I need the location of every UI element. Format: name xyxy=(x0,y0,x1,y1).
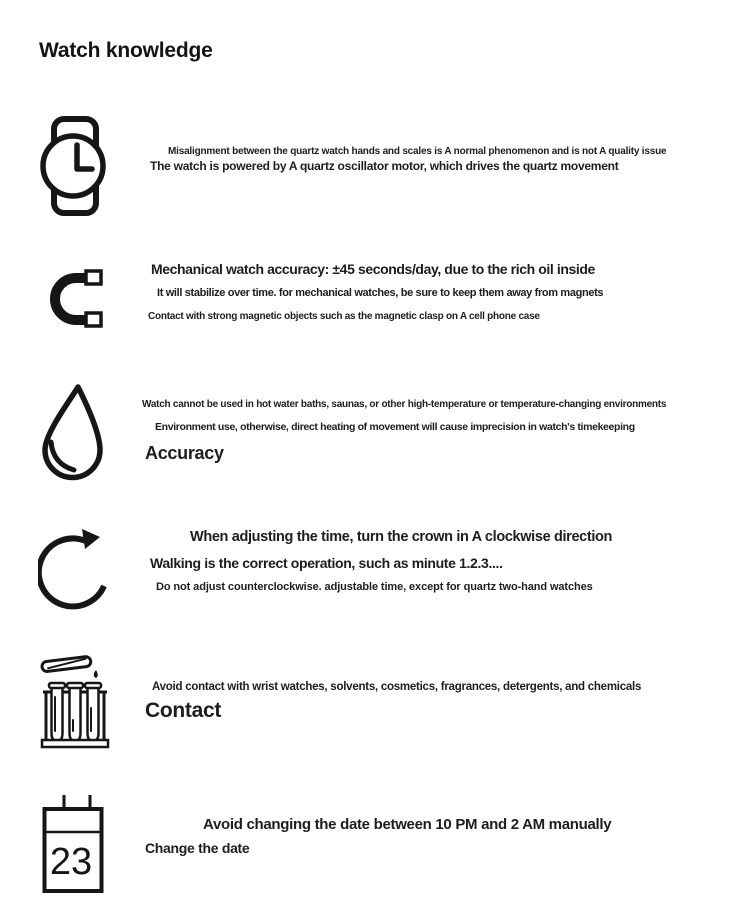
heating-imprecision-text: Environment use, otherwise, direct heating of movement will cause imprecision in watch's timekeeping xyxy=(155,421,635,433)
quartz-movement-text: The watch is powered by A quartz oscillator motor, which drives the quartz movement xyxy=(150,159,619,173)
magnet-warning-text: It will stabilize over time. for mechanical watches, be sure to keep them away from magnets xyxy=(157,287,604,299)
change-date-heading: Change the date xyxy=(145,840,250,856)
crown-clockwise-text: When adjusting the time, turn the crown in A clockwise direction xyxy=(190,529,613,545)
calendar-icon xyxy=(42,794,104,894)
calendar-day-label: 23 xyxy=(49,841,93,883)
clockwise-arrow-icon xyxy=(38,518,110,610)
accuracy-spec-text: Mechanical watch accuracy: ±45 seconds/day, due to the rich oil inside xyxy=(151,261,595,277)
water-drop-icon xyxy=(38,383,106,482)
accuracy-heading: Accuracy xyxy=(145,443,224,463)
test-tubes-icon xyxy=(40,650,112,750)
date-change-warning-text: Avoid changing the date between 10 PM and 2 AM manually xyxy=(203,816,612,833)
page-title: Watch knowledge xyxy=(39,39,213,62)
temperature-warning-note: Watch cannot be used in hot water baths, saunas, or other high-temperature or temperature-changing environments xyxy=(142,399,667,410)
magnet-icon xyxy=(50,267,104,331)
chemicals-warning-text: Avoid contact with wrist watches, solvents, cosmetics, fragrances, detergents, and chemicals xyxy=(152,681,642,693)
wrist-watch-icon xyxy=(40,116,106,216)
quartz-misalignment-note: Misalignment between the quartz watch hands and scales is A normal phenomenon and is not A quality issue xyxy=(168,146,667,157)
counterclockwise-note: Do not adjust counterclockwise. adjustable time, except for quartz two-hand watches xyxy=(156,581,593,593)
magnet-contact-note: Contact with strong magnetic objects such as the magnetic clasp on A cell phone case xyxy=(148,311,540,322)
correct-operation-text: Walking is the correct operation, such as minute 1.2.3.... xyxy=(150,555,503,571)
contact-heading: Contact xyxy=(145,699,222,722)
